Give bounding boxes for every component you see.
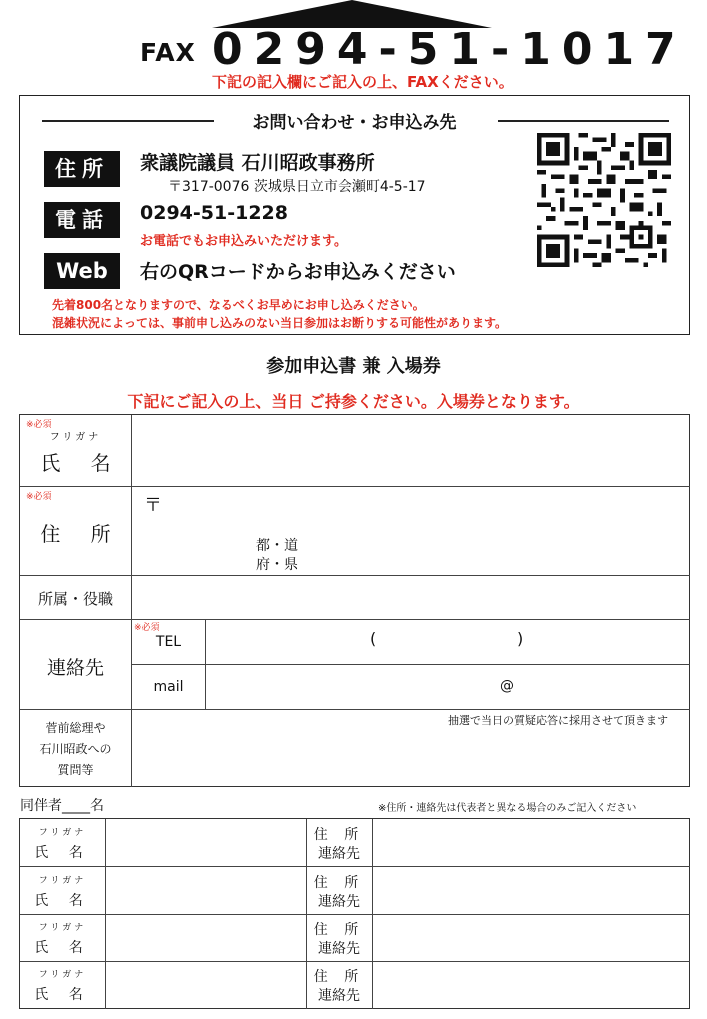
- companion-contact-label: 連絡先: [318, 941, 360, 957]
- required-mark: ※必須: [26, 420, 52, 430]
- furigana-label: フリガナ: [49, 432, 102, 443]
- contact-box: [19, 95, 690, 335]
- fax-instruction: 下記の記入欄にご記入の上、FAXください。: [212, 73, 514, 91]
- office-name: 衆議院議員 石川昭政事務所: [140, 152, 375, 174]
- address-label: 住 所: [40, 522, 123, 546]
- companion-name-label: 氏 名: [34, 940, 91, 956]
- fax-label: FAX: [140, 38, 196, 67]
- companion-addr-label: 住 所: [313, 922, 365, 938]
- web-text: 右のQRコードからお申込みください: [140, 261, 456, 283]
- companion-furigana: フリガナ: [38, 970, 87, 980]
- companion-name-input[interactable]: [106, 820, 305, 865]
- companion-furigana: フリガナ: [38, 923, 87, 933]
- companion-name-input[interactable]: [106, 915, 305, 960]
- companion-addr-label: 住 所: [313, 969, 365, 985]
- companion-addr-input[interactable]: [373, 915, 689, 960]
- pref-label-2: 府・県: [256, 557, 298, 573]
- question-label-2: 石川昭政への: [39, 742, 112, 756]
- companion-name-label: 氏 名: [34, 893, 91, 909]
- phone-note: お電話でもお申込みいただけます。: [140, 234, 347, 249]
- tel-label: TEL: [155, 634, 182, 650]
- pref-label-1: 都・道: [256, 538, 298, 554]
- phone-number: 0294-51-1228: [140, 202, 288, 224]
- form-instruction: 下記にご記入の上、当日 ご持参ください。入場券となります。: [127, 392, 580, 411]
- companions-note: ※住所・連絡先は代表者と異なる場合のみご記入ください: [378, 803, 637, 814]
- at-mark: @: [500, 678, 514, 694]
- contact-header: お問い合わせ・お申込み先: [252, 113, 457, 133]
- affiliation-input[interactable]: [132, 576, 689, 618]
- required-mark: ※必須: [26, 492, 52, 502]
- name-label: 氏 名: [40, 451, 123, 475]
- question-note: 抽選で当日の質疑応答に採用させて頂きます: [448, 714, 668, 727]
- affiliation-label: 所属・役職: [37, 590, 113, 608]
- required-mark: ※必須: [134, 623, 160, 633]
- application-form: [19, 414, 690, 787]
- postal-mark: 〒: [144, 495, 162, 516]
- companion-name-input[interactable]: [106, 962, 305, 1008]
- tel-paren-close: ): [517, 629, 524, 648]
- companion-contact-label: 連絡先: [318, 988, 360, 1004]
- companion-contact-label: 連絡先: [318, 846, 360, 862]
- question-input[interactable]: [132, 727, 689, 786]
- companion-furigana: フリガナ: [38, 828, 87, 838]
- fax-number: 0294-51-1017: [212, 24, 687, 75]
- companion-addr-input[interactable]: [373, 820, 689, 865]
- companions-title: 同伴者____名: [20, 798, 104, 814]
- notice-1: 先着800名となりますので、なるべくお早めにお申し込みください。: [52, 298, 425, 312]
- companion-addr-label: 住 所: [313, 875, 365, 891]
- question-label-3: 質問等: [57, 763, 94, 777]
- companions-table: [19, 818, 690, 1009]
- contact-label: 連絡先: [46, 657, 104, 679]
- web-badge: Web: [44, 253, 120, 289]
- companion-name-input[interactable]: [106, 867, 305, 913]
- tel-input[interactable]: [206, 620, 689, 663]
- mail-label: mail: [153, 679, 184, 695]
- form-title: 参加申込書 兼 入場券: [266, 356, 441, 377]
- companion-name-label: 氏 名: [34, 845, 91, 861]
- qr-code-icon[interactable]: [537, 133, 671, 267]
- question-label-1: 菅前総理や: [45, 721, 106, 735]
- address-input[interactable]: [132, 487, 689, 574]
- notice-2: 混雑状況によっては、事前申し込みのない当日参加はお断りする可能性があります。: [52, 316, 508, 330]
- companion-addr-input[interactable]: [373, 962, 689, 1008]
- companion-contact-label: 連絡先: [318, 894, 360, 910]
- companion-name-label: 氏 名: [34, 987, 91, 1003]
- companion-addr-label: 住 所: [313, 827, 365, 843]
- companion-addr-input[interactable]: [373, 867, 689, 913]
- mail-input[interactable]: [206, 665, 689, 708]
- companion-furigana: フリガナ: [38, 876, 87, 886]
- tel-paren-open: (: [370, 629, 377, 648]
- office-address: 〒317-0076 茨城県日立市会瀬町4-5-17: [168, 179, 426, 195]
- name-input[interactable]: [132, 416, 689, 485]
- address-badge: 住所: [44, 151, 120, 187]
- phone-badge: 電話: [44, 202, 120, 238]
